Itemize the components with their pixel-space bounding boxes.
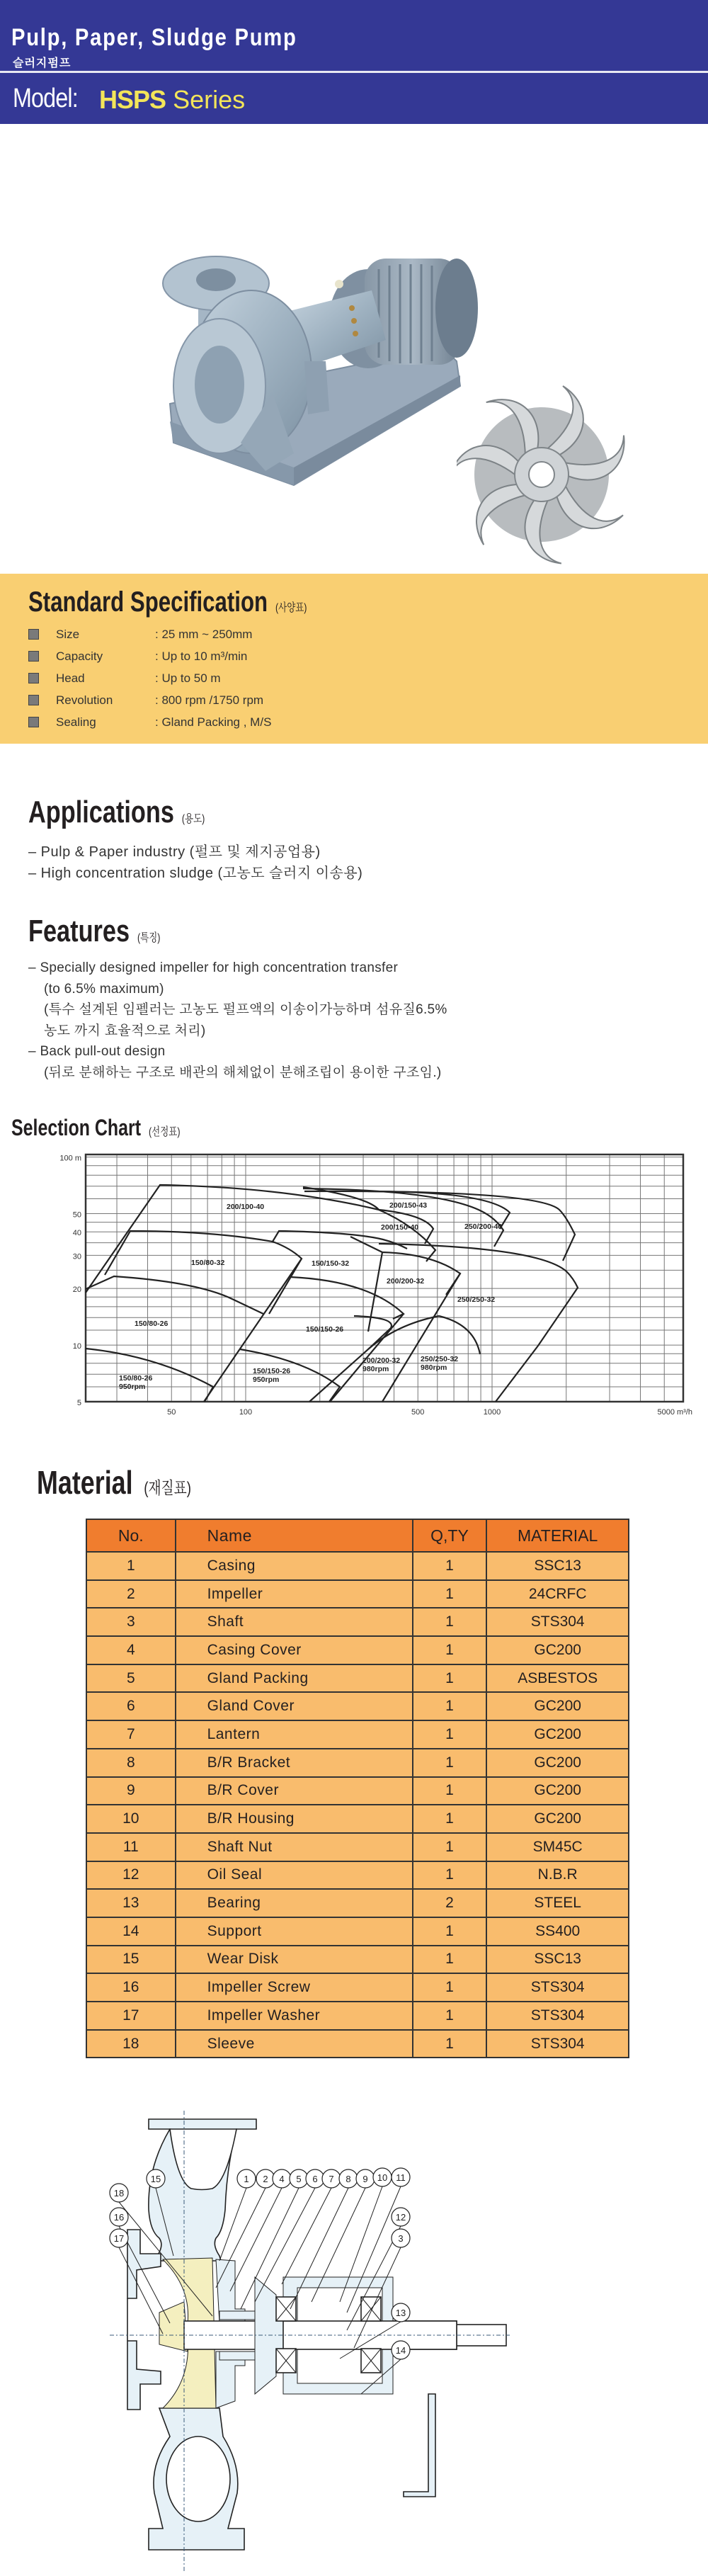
table-row <box>86 1664 629 1693</box>
chart-region-label: 950rpm <box>253 1375 280 1384</box>
part-number: 14 <box>86 1917 176 1946</box>
chart-region-label: 150/150-32 <box>312 1259 350 1268</box>
y-tick-label: 40 <box>72 1229 81 1238</box>
application-item: – Pulp & Paper industry (펄프 및 제지공업용) <box>28 844 321 860</box>
page-subtitle-korean: 슬러지펌프 <box>13 57 72 69</box>
part-material: SSC13 <box>486 1946 629 1974</box>
spec-key: Size <box>56 627 80 641</box>
specification-heading-korean: (사양표) <box>275 602 307 614</box>
model-series: Series <box>173 85 246 114</box>
svg-text:10: 10 <box>377 2172 388 2183</box>
part-name: Impeller Washer <box>176 2002 413 2030</box>
part-quantity: 1 <box>413 1608 487 1636</box>
part-quantity: 1 <box>413 1580 487 1608</box>
part-number: 15 <box>86 1946 176 1974</box>
spec-row-revolution <box>28 689 453 711</box>
table-row <box>86 1833 629 1861</box>
part-quantity: 1 <box>413 1720 487 1749</box>
part-name: Impeller <box>176 1580 413 1608</box>
part-material: 24CRFC <box>486 1580 629 1608</box>
table-row <box>86 1552 629 1580</box>
svg-text:9: 9 <box>362 2174 368 2184</box>
spec-value: : Up to 50 m <box>155 671 221 685</box>
svg-text:16: 16 <box>113 2212 125 2223</box>
table-row <box>86 1692 629 1720</box>
svg-text:11: 11 <box>396 2172 406 2183</box>
selection-chart <box>0 1147 708 1445</box>
chart-region-label: 200/150-40 <box>381 1223 419 1232</box>
impeller-image <box>457 379 627 570</box>
column-header-material: MATERIAL <box>486 1519 629 1552</box>
table-row <box>86 1861 629 1890</box>
part-quantity: 1 <box>413 1946 487 1974</box>
svg-text:12: 12 <box>395 2212 406 2223</box>
chart-region-label: 200/200-32 <box>387 1277 425 1286</box>
part-quantity: 1 <box>413 1636 487 1664</box>
chart-region-label: 150/150-26 <box>253 1367 291 1375</box>
y-tick-label: 10 <box>72 1342 81 1351</box>
svg-text:3: 3 <box>398 2233 404 2244</box>
table-row <box>86 1777 629 1805</box>
part-material: ASBESTOS <box>486 1664 629 1693</box>
x-tick-label: 5000 m³/h <box>657 1408 693 1417</box>
part-quantity: 1 <box>413 1749 487 1777</box>
features-heading: Features (특징) <box>28 914 161 948</box>
x-tick-label: 500 <box>411 1408 425 1417</box>
material-table-header <box>86 1519 629 1552</box>
table-row <box>86 1580 629 1608</box>
part-name: Wear Disk <box>176 1946 413 1974</box>
spec-row-sealing <box>28 711 453 733</box>
part-quantity: 1 <box>413 2030 487 2058</box>
table-row <box>86 1946 629 1974</box>
table-row <box>86 1749 629 1777</box>
feature-line: (뒤로 분해하는 구조로 배관의 해체없이 분해조립이 용이한 구조임.) <box>44 1065 442 1080</box>
part-quantity: 1 <box>413 1805 487 1833</box>
chart-region-label: 200/150-43 <box>389 1201 428 1210</box>
svg-text:7: 7 <box>329 2174 334 2184</box>
features-heading-korean: (특징) <box>137 932 161 944</box>
table-row <box>86 2030 629 2058</box>
svg-text:4: 4 <box>279 2174 285 2184</box>
part-material: STS304 <box>486 2002 629 2030</box>
applications-heading: Applications (용도) <box>28 795 205 829</box>
part-name: Support <box>176 1917 413 1946</box>
part-quantity: 1 <box>413 1833 487 1861</box>
y-tick-label: 100 m <box>59 1154 81 1163</box>
spec-key: Revolution <box>56 693 113 707</box>
part-material: STS304 <box>486 1608 629 1636</box>
material-heading-korean: (재질표) <box>144 1479 191 1498</box>
support-bracket <box>404 2394 435 2497</box>
part-material: GC200 <box>486 1777 629 1805</box>
part-quantity: 1 <box>413 1973 487 2002</box>
applications-heading-korean: (용도) <box>181 813 205 825</box>
table-row <box>86 1889 629 1917</box>
part-number: 17 <box>86 2002 176 2030</box>
part-material: STS304 <box>486 2030 629 2058</box>
square-bullet-icon <box>28 717 39 727</box>
part-material: GC200 <box>486 1636 629 1664</box>
spec-value: : Up to 10 m³/min <box>155 649 248 663</box>
chart-region-label: 250/200-40 <box>464 1222 503 1231</box>
table-row <box>86 1805 629 1833</box>
table-row <box>86 1608 629 1636</box>
spec-key: Capacity <box>56 649 103 663</box>
part-material: GC200 <box>486 1805 629 1833</box>
feature-line: 농도 까지 효율적으로 처리) <box>44 1023 206 1038</box>
part-number: 13 <box>86 1889 176 1917</box>
part-number: 2 <box>86 1580 176 1608</box>
specification-heading: Standard Specification (사양표) <box>28 586 307 618</box>
applications-list <box>28 841 362 884</box>
svg-text:8: 8 <box>346 2174 351 2184</box>
part-name: B/R Housing <box>176 1805 413 1833</box>
part-quantity: 1 <box>413 1861 487 1890</box>
spec-value: : 800 rpm /1750 rpm <box>155 693 264 707</box>
part-name: B/R Bracket <box>176 1749 413 1777</box>
spec-row-size <box>28 623 453 645</box>
part-quantity: 2 <box>413 1889 487 1917</box>
square-bullet-icon <box>28 651 39 662</box>
part-quantity: 1 <box>413 1917 487 1946</box>
svg-text:15: 15 <box>150 2174 161 2184</box>
part-material: GC200 <box>486 1720 629 1749</box>
part-number: 11 <box>86 1833 176 1861</box>
chart-region-label: 150/80-32 <box>191 1259 225 1267</box>
chart-region-label: 150/80-26 <box>135 1320 169 1328</box>
table-row <box>86 1973 629 2002</box>
chart-region-label: 250/250-32 <box>421 1355 459 1363</box>
svg-text:13: 13 <box>395 2308 406 2318</box>
spec-key: Head <box>56 671 85 685</box>
part-name: Gland Cover <box>176 1692 413 1720</box>
part-name: Oil Seal <box>176 1861 413 1890</box>
table-row <box>86 2002 629 2030</box>
selection-chart-heading-korean: (선정표) <box>149 1126 181 1138</box>
model-label: Model: <box>13 84 78 113</box>
part-material: N.B.R <box>486 1861 629 1890</box>
features-list <box>28 958 447 1083</box>
feature-line: – Back pull-out design <box>28 1044 166 1059</box>
part-name: Casing Cover <box>176 1636 413 1664</box>
part-quantity: 1 <box>413 1777 487 1805</box>
part-name: Impeller Screw <box>176 1973 413 2002</box>
part-number: 3 <box>86 1608 176 1636</box>
part-name: Bearing <box>176 1889 413 1917</box>
svg-text:18: 18 <box>113 2188 125 2198</box>
part-material: SSC13 <box>486 1552 629 1580</box>
part-material: SS400 <box>486 1917 629 1946</box>
part-number: 12 <box>86 1861 176 1890</box>
part-name: Lantern <box>176 1720 413 1749</box>
part-number: 7 <box>86 1720 176 1749</box>
spec-row-capacity <box>28 645 453 667</box>
svg-text:2: 2 <box>263 2174 268 2184</box>
part-name: Gland Packing <box>176 1664 413 1693</box>
spec-value: : Gland Packing , M/S <box>155 715 272 729</box>
part-quantity: 1 <box>413 1692 487 1720</box>
part-number: 6 <box>86 1692 176 1720</box>
svg-text:17: 17 <box>113 2233 125 2244</box>
y-tick-label: 20 <box>72 1286 81 1295</box>
part-name: Shaft <box>176 1608 413 1636</box>
y-tick-label: 50 <box>72 1210 81 1220</box>
y-tick-label: 30 <box>72 1252 81 1261</box>
feature-line: – Specially designed impeller for high concentration transfer <box>28 960 399 975</box>
part-material: SM45C <box>486 1833 629 1861</box>
square-bullet-icon <box>28 629 39 640</box>
part-number: 16 <box>86 1973 176 2002</box>
part-number: 18 <box>86 2030 176 2058</box>
part-material: GC200 <box>486 1749 629 1777</box>
feature-line: (특수 설계된 임펠러는 고농도 펄프액의 이송이가능하며 섬유질6.5% <box>44 1002 447 1017</box>
part-material: GC200 <box>486 1692 629 1720</box>
part-number: 10 <box>86 1805 176 1833</box>
part-quantity: 1 <box>413 1552 487 1580</box>
material-heading: Material (재질표) <box>37 1464 191 1501</box>
part-name: B/R Cover <box>176 1777 413 1805</box>
svg-text:14: 14 <box>395 2345 406 2356</box>
model-name <box>99 85 245 115</box>
callout-4 <box>230 2169 291 2291</box>
page-title: Pulp, Paper, Sludge Pump <box>11 24 297 51</box>
column-header-no: No. <box>86 1519 176 1552</box>
specification-list <box>28 623 453 733</box>
part-material: STS304 <box>486 1973 629 2002</box>
svg-text:1: 1 <box>244 2174 249 2184</box>
feature-line: (to 6.5% maximum) <box>44 981 164 997</box>
spec-value: : 25 mm ~ 250mm <box>155 627 253 641</box>
svg-text:6: 6 <box>312 2174 318 2184</box>
x-tick-label: 50 <box>167 1408 176 1417</box>
spec-key: Sealing <box>56 715 96 729</box>
application-item: – High concentration sludge (고농도 슬러지 이송용) <box>28 866 363 881</box>
svg-text:5: 5 <box>296 2174 302 2184</box>
y-tick-label: 5 <box>76 1399 81 1407</box>
column-header-name: Name <box>176 1519 413 1552</box>
pump-cross-section-drawing <box>71 2096 637 2576</box>
x-tick-label: 100 <box>239 1408 253 1417</box>
square-bullet-icon <box>28 673 39 683</box>
model-code: HSPS <box>99 85 166 114</box>
column-header-qty: Q,TY <box>413 1519 487 1552</box>
part-number: 4 <box>86 1636 176 1664</box>
part-name: Shaft Nut <box>176 1833 413 1861</box>
selection-chart-heading: Selection Chart (선정표) <box>11 1115 181 1140</box>
chart-region-label: 950rpm <box>119 1383 146 1391</box>
chart-region-label: 200/200-32 <box>362 1356 401 1365</box>
part-number: 5 <box>86 1664 176 1693</box>
part-number: 1 <box>86 1552 176 1580</box>
chart-region-label: 200/100-40 <box>227 1203 265 1211</box>
table-row <box>86 1636 629 1664</box>
part-quantity: 1 <box>413 2002 487 2030</box>
chart-region-label: 980rpm <box>362 1365 389 1373</box>
x-tick-label: 1000 <box>483 1408 501 1417</box>
part-number: 9 <box>86 1777 176 1805</box>
part-number: 8 <box>86 1749 176 1777</box>
part-name: Casing <box>176 1552 413 1580</box>
table-row <box>86 1720 629 1749</box>
chart-curves <box>86 1185 578 1402</box>
chart-region-label: 150/80-26 <box>119 1374 153 1383</box>
chart-region-label: 250/250-32 <box>457 1295 496 1304</box>
material-table <box>86 1519 629 2058</box>
chart-region-label: 150/150-26 <box>306 1325 344 1334</box>
part-name: Sleeve <box>176 2030 413 2058</box>
table-row <box>86 1917 629 1946</box>
chart-region-label: 980rpm <box>421 1363 447 1372</box>
spec-row-head <box>28 667 453 689</box>
square-bullet-icon <box>28 695 39 705</box>
part-material: STEEL <box>486 1889 629 1917</box>
part-quantity: 1 <box>413 1664 487 1693</box>
